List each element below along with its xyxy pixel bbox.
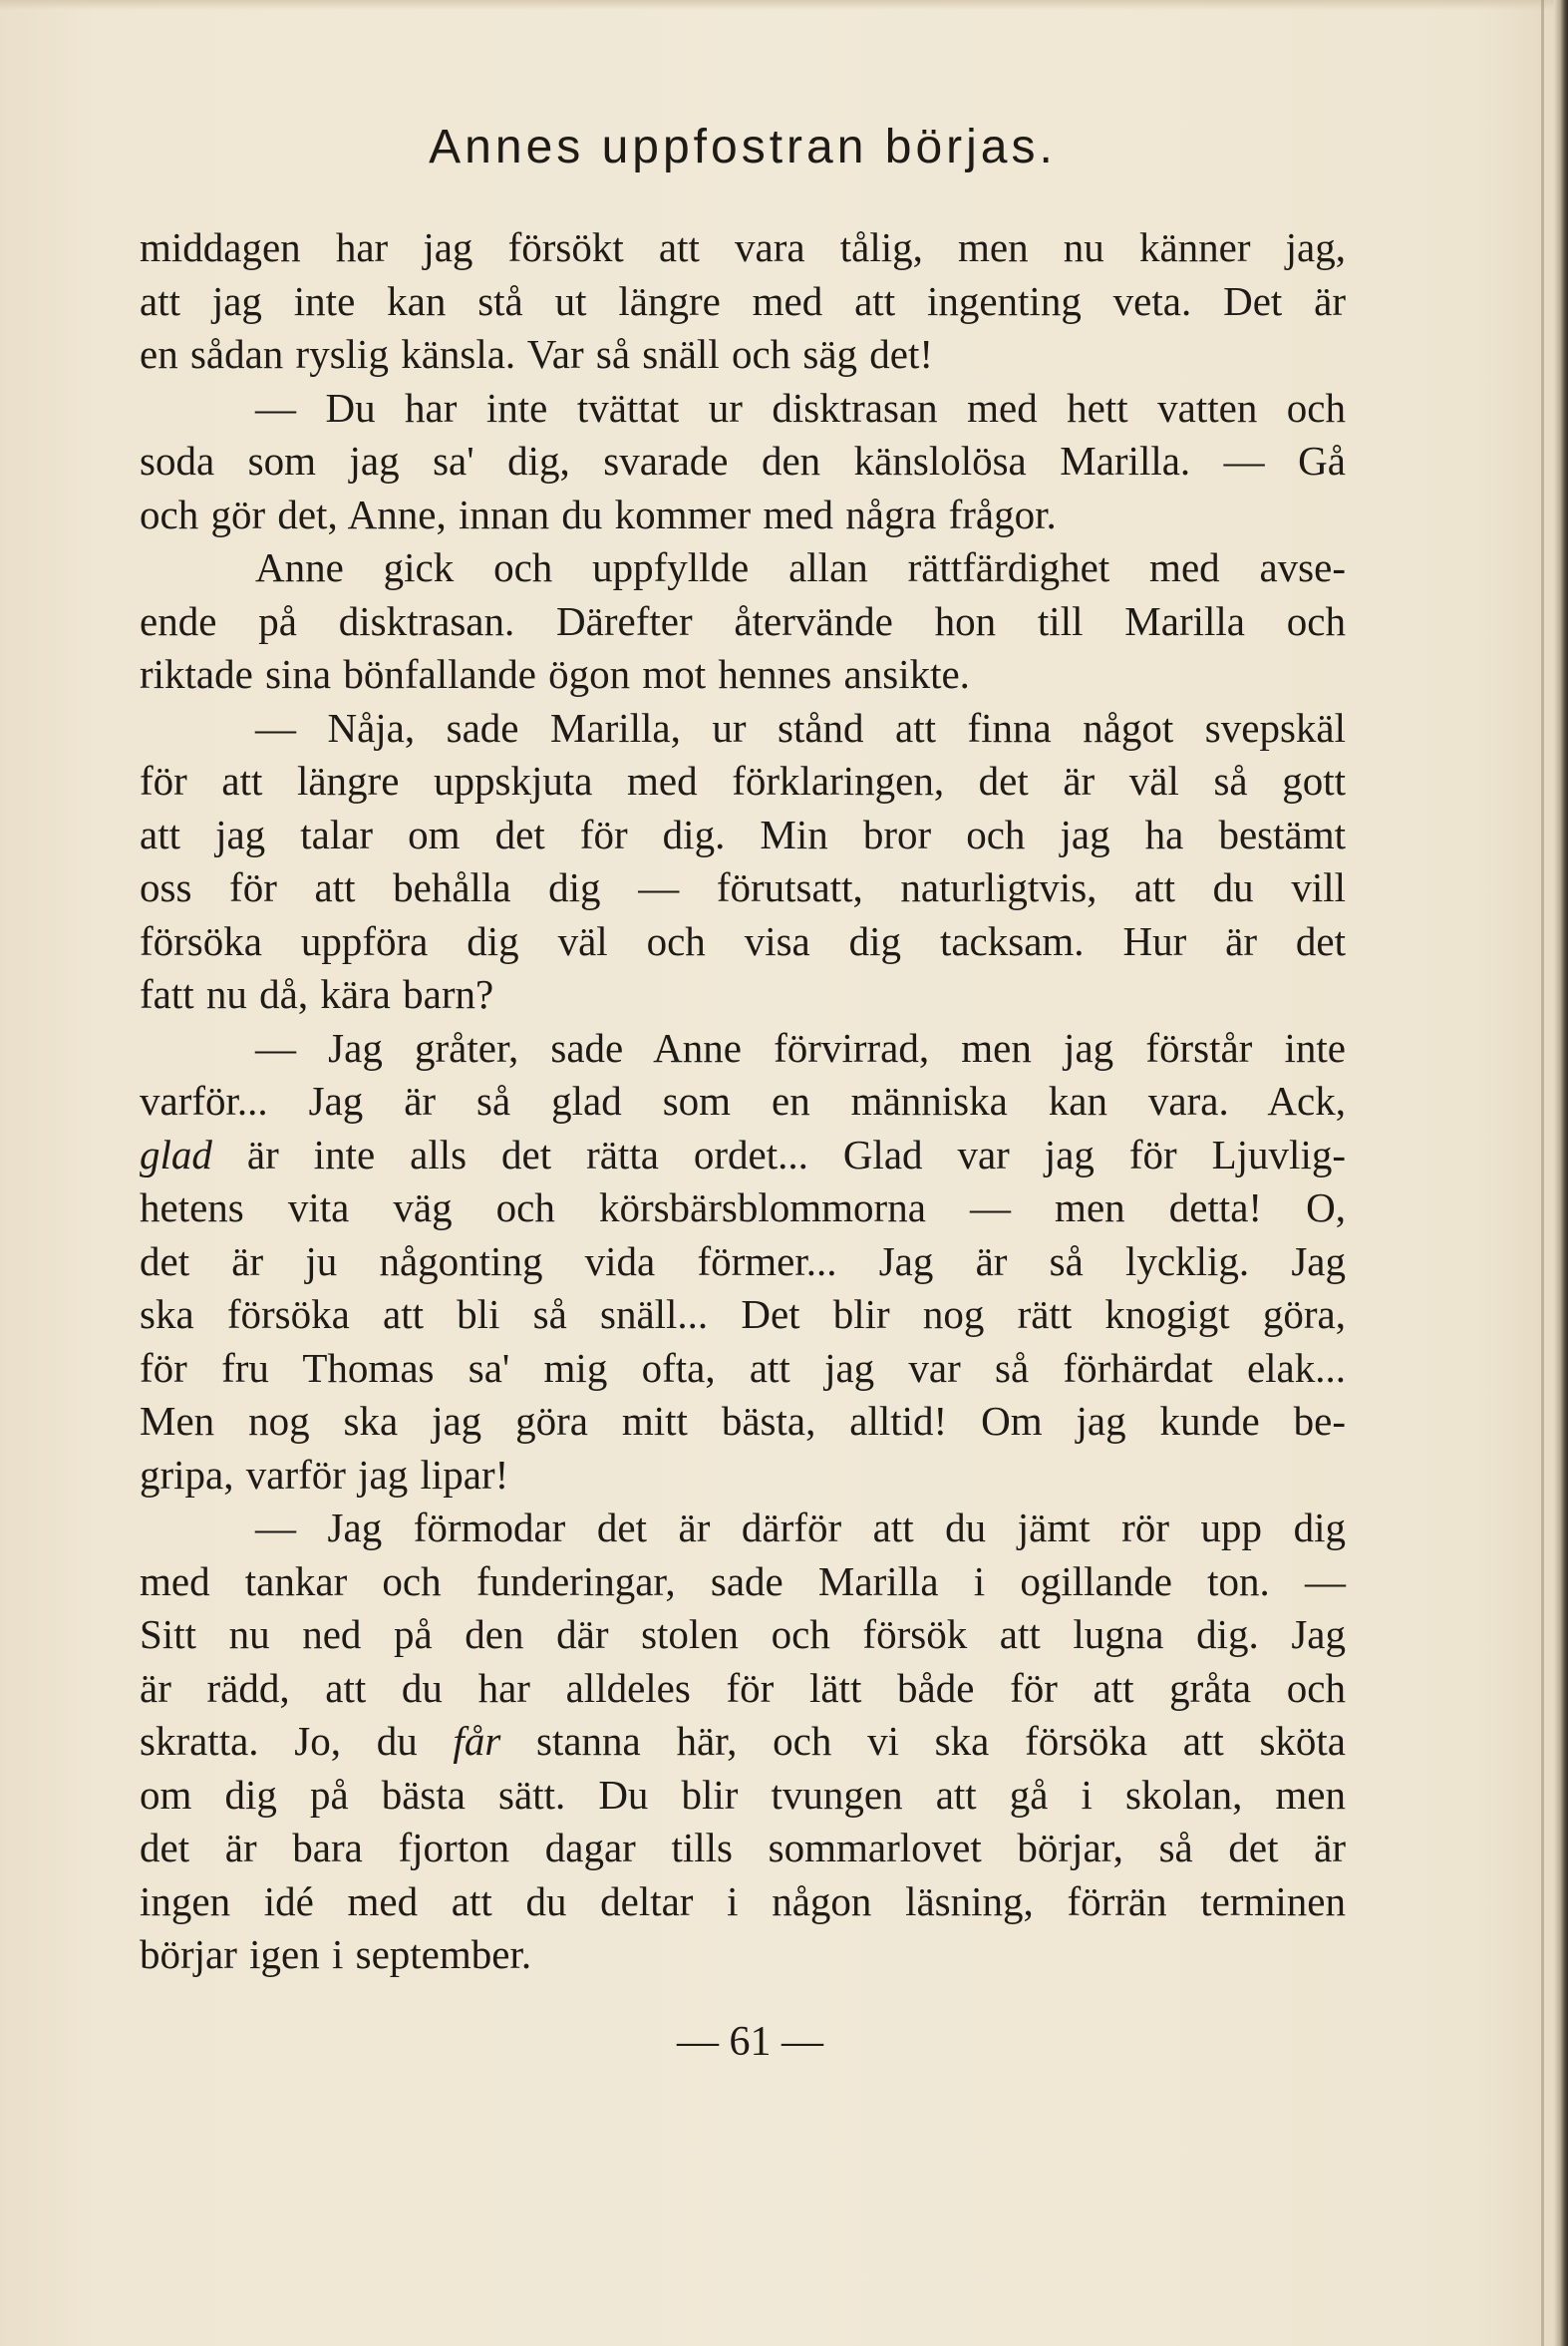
text-line: Sitt nu ned på den där stolen och försök att lugna dig. Jag: [140, 1611, 1346, 1657]
text-line: soda som jag sa' dig, svarade den känslolösa Marilla. — Gå: [140, 438, 1346, 484]
text-line: om dig på bästa sätt. Du blir tvungen att gå i skolan, men: [140, 1771, 1346, 1818]
text-line: är rädd, att du har alldeles för lätt både för att gråta och: [140, 1664, 1346, 1711]
page-fold-line: [1541, 0, 1544, 2346]
text-line: skratta. Jo, du får stanna här, och vi ska försöka att sköta: [140, 1718, 1346, 1764]
body-text: [140, 221, 1346, 1982]
text-line: det är bara fjorton dagar tills sommarlovet börjar, så det är: [140, 1825, 1346, 1870]
text-line: hetens vita väg och körsbärsblommorna — men detta! O,: [140, 1184, 1346, 1230]
text-line: glad är inte alls det rätta ordet... Glad var jag för Ljuvlig-: [140, 1131, 1346, 1177]
text-line: ende på disktrasan. Därefter återvände hon till Marilla och: [140, 597, 1346, 644]
text-line: för att längre uppskjuta med förklaringen, det är väl så gott: [140, 758, 1346, 804]
text-line: fatt nu då, kära barn?: [140, 971, 494, 1017]
text-line: för fru Thomas sa' mig ofta, att jag var så förhärdat elak...: [140, 1344, 1346, 1391]
text-line: en sådan ryslig känsla. Var så snäll och säg det!: [140, 331, 934, 377]
text-line: varför... Jag är så glad som en människa kan vara. Ack,: [140, 1078, 1346, 1124]
text-line: det är ju någonting vida förmer... Jag är så lycklig. Jag: [140, 1237, 1346, 1284]
running-head: Annes uppfostran börjas.: [429, 121, 1057, 173]
text-line: och gör det, Anne, innan du kommer med några frågor.: [140, 491, 1057, 537]
text-line: Anne gick och uppfyllde allan rättfärdighet med avse-: [255, 544, 1346, 590]
text-line: ingen idé med att du deltar i någon läsning, förrän terminen: [140, 1877, 1346, 1924]
text-line: att jag talar om det för dig. Min bror och jag ha bestämt: [140, 811, 1346, 857]
text-line: att jag inte kan stå ut längre med att ingenting veta. Det är: [140, 277, 1346, 324]
text-line: middagen har jag försökt att vara tålig, men nu känner jag,: [140, 224, 1346, 270]
text-line: — Du har inte tvättat ur disktrasan med hett vatten och: [255, 384, 1346, 431]
page-right-edge: [1554, 0, 1568, 2346]
text-line: gripa, varför jag lipar!: [140, 1451, 509, 1498]
text-line: Men nog ska jag göra mitt bästa, alltid! Om jag kunde be-: [140, 1398, 1346, 1444]
text-line: försöka uppföra dig väl och visa dig tacksam. Hur är det: [140, 917, 1346, 964]
text-line: — Jag gråter, sade Anne förvirrad, men jag förstår inte: [255, 1024, 1346, 1071]
text-line: — Jag förmodar det är därför att du jämt rör upp dig: [255, 1505, 1346, 1550]
page-number: — 61 —: [677, 2019, 823, 2065]
text-line: oss för att behålla dig — förutsatt, naturligtvis, att du vill: [140, 864, 1346, 910]
text-line: börjar igen i september.: [140, 1931, 532, 1977]
text-line: riktade sina bönfallande ögon mot hennes ansikte.: [140, 651, 970, 697]
page-top-edge: [0, 0, 1568, 10]
text-line: ska försöka att bli så snäll... Det blir nog rätt knogigt göra,: [140, 1291, 1346, 1337]
text-line: med tankar och funderingar, sade Marilla i ogillande ton. —: [140, 1557, 1346, 1604]
text-line: — Nåja, sade Marilla, ur stånd att finna något svepskäl: [255, 704, 1346, 751]
